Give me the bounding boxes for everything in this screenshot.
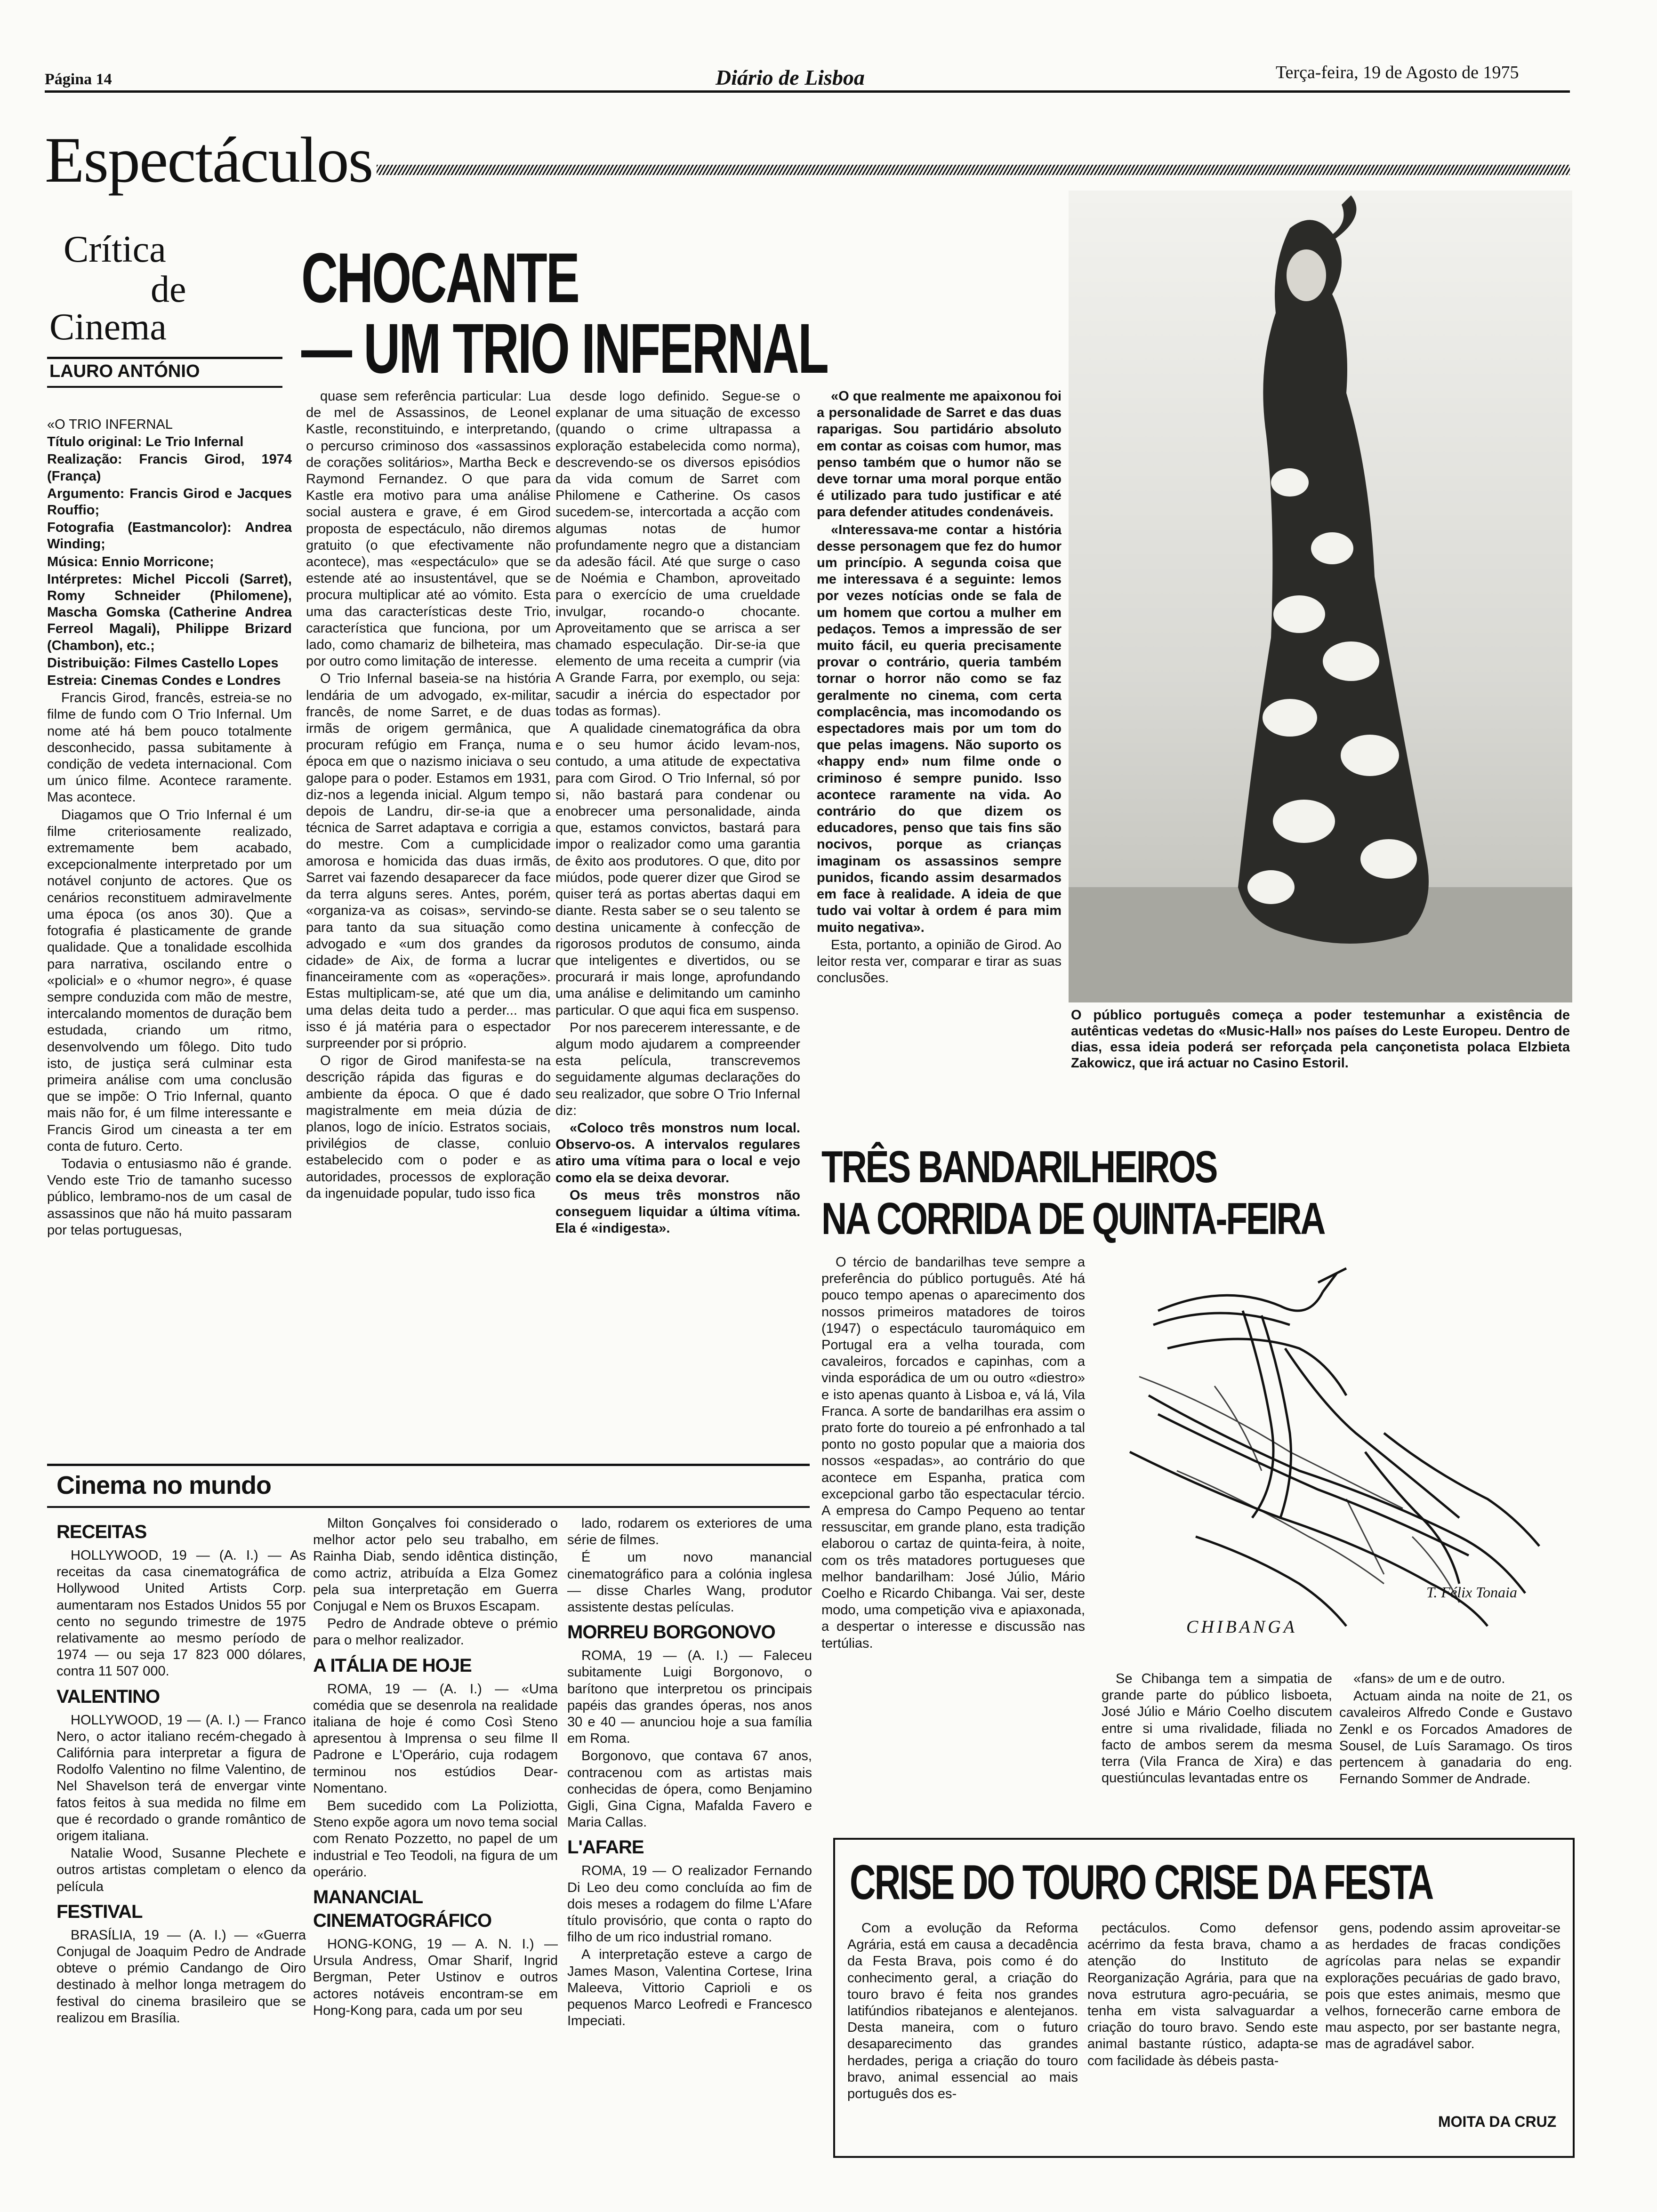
drawing-caption: CHIBANGA [1186, 1617, 1297, 1637]
subheading: MORREU BORGONOVO [567, 1622, 775, 1643]
paragraph: «Coloco três monstros num local. Observo-os. A intervalos regulares atiro uma vítima para o local e vejo como ela se deixa devorar. [555, 1120, 800, 1186]
paragraph: Se Chibanga tem a simpatia de grande parte do público lisboeta, José Júlio e Mário Coelho discutem entre si uma rivalidade, filiada no facto de ambos serem da mesma terra (Vila Franca de Xira) e das questiúnculas levantadas entre os [1102, 1671, 1332, 1786]
bandarilheiros-headline-2: NA CORRIDA DE QUINTA-FEIRA [821, 1194, 1325, 1244]
paragraph: Esta, portanto, a opinião de Girod. Ao leitor resta ver, comparar e tirar as suas conclusões. [817, 937, 1062, 986]
cinema-mundo-rule [47, 1506, 810, 1508]
critique-column-1 [47, 417, 292, 1480]
paragraph: Francis Girod, francês, estreia-se no filme de fundo com O Trio Infernal. Um nome até há bem pouco totalmente desconhecido, passa subitamente à condição de vedeta internacional. Com um único filme. Acontece raramente. Mas acontece. [47, 690, 292, 805]
bandarilheiros-column-3 [1339, 1671, 1572, 1859]
paragraph: O rigor de Girod manifesta-se na descrição rápida das figuras e do ambiente da época. O que é dado magistralmente em meia dúzia de planos, logo de início. Estratos sociais, privilégios de classe, conluio estabelecido com o poder e as autoridades, processos de exploração da ingenuidade popular, tudo isso fica [306, 1053, 551, 1201]
paragraph: ROMA, 19 — (A. I.) — Faleceu subitamente Luigi Borgonovo, o barítono que interpretou os principais papéis das grandes óperas, nos anos 30 e 40 — anunciou hoje a sua família em Roma. [567, 1648, 812, 1747]
paragraph: Por nos parecerem interessante, e de algum modo ajudarem a compreender esta película, transcrevemos seguidamente algumas declarações do seu realizador, que sobre O Trio Infernal diz: [555, 1020, 800, 1118]
subheading: VALENTINO [56, 1686, 160, 1707]
paragraph: A qualidade cinematográfica da obra e o seu humor ácido levam-nos, contudo, a uma atitude de expectativa para com Girod. O Trio Infernal, só por si, não bastará para condenar ou enobrecer uma personalidade, ainda que, estamos convictos, bastará para impor o realizador como uma garantia de êxito aos produtores. O que, dito por miúdos, pode querer dizer que Girod se quiser terá as portas abertas daqui em diante. Resta saber se o seu talento se destina unicamente à confecção de rigorosos produtos de consumo, ainda que inteligentes e divertidos, ou se procurará ir mais longe, aprofundando uma análise e delimitando um caminho particular. O que aqui fica em suspenso. [555, 721, 800, 1018]
crise-column-3: gens, podendo assim aproveitar-se as herdades de fracas condições agrícolas para nelas se expandir explorações pecuárias de gado bravo, pois que estes animais, mesmo que velhos, fornecerão carne embora de mau aspecto, por ser bastante negra, mas de agradável sabor. [1325, 1921, 1560, 2052]
singer-figure [1069, 191, 1572, 1002]
drawing-signature: T. Félix Tonaia [1426, 1584, 1517, 1601]
paragraph: Fotografia (Eastmancolor): Andrea Winding; [47, 520, 292, 552]
paragraph: «fans» de um e de outro. [1353, 1671, 1505, 1686]
paragraph: Música: Ennio Morricone; [47, 554, 214, 569]
critique-headline-line2: — UM TRIO INFERNAL [301, 309, 828, 388]
subheading: A ITÁLIA DE HOJE [313, 1655, 472, 1676]
bullfighter-drawing [1102, 1254, 1572, 1645]
paragraph: Título original: Le Trio Infernal [47, 434, 244, 450]
cinema-mundo-title: Cinema no mundo [56, 1471, 271, 1499]
paragraph: «Interessava-me contar a história desse personagem que fez do humor um princípio. A segunda coisa que me interessava é a seguinte: lemos por vezes notícias onde se fala de um homem que cortou a mulher em pedaços. Temos a impressão de ser muito fácil, eu queria precisamente provar o contrário, queria também tornar o horror não como se faz geralmente no cinema, com certa complacência, mas incomodando os espectadores mais por um tom do que pelas imagens. Não suporto os «happy end» num filme onde o criminoso é sempre punido. Isso acontece raramente na vida. Ao contrário do que dizem os educadores, penso que tais fins são nocivos, porque as crianças imaginam os assassinos sempre punidos, ficando assim desarmados em face à realidade. A ideia de que tudo vai voltar à ordem é para mim muito negativa». [817, 522, 1062, 935]
paragraph: Realização: Francis Girod, 1974 (França) [47, 452, 292, 484]
paragraph: Pedro de Andrade obteve o prémio para o melhor realizador. [313, 1616, 558, 1648]
paragraph: O Trio Infernal baseia-se na história lendária de um advogado, ex-militar, francês, de nome Sarret, e de duas irmãs de origem germânica, que procuram refúgio em França, numa época em que o nazismo iniciava o seu galope para o poder. Estamos em 1931, diz-nos a legenda inicial. Algum tempo depois de Landru, dir-se-ia que a técnica de Sarret adaptava e corrigia a do mestre. Com a cumplicidade amorosa e homicida das duas irmãs, Sarret vai fazendo desaparecer da face da terra alguns seres. Antes, porém, «organiza-va as coisas», servindo-se para tanto da sua situação como advogado e «um dos grandes da cidade» de Aix, de forma a lucrar financeiramente com as «operações». Estas multiplicam-se, até que um dia, uma delas deita tudo a perder... mas isso é já matéria para o espectador surpreender por si próprio. [306, 671, 551, 1051]
paragraph: «O que realmente me apaixonou foi a personalidade de Sarret e das duas raparigas. Sou partidário absoluto em contar as coisas com humor, mas penso também que o humor não se deve tornar uma moral porque então é utilizado para tudo justificar e até para defender atitudes condenáveis. [817, 389, 1062, 520]
paragraph: A interpretação esteve a cargo de James Mason, Valentina Cortese, Irina Maleeva, Vittorio Caprioli e os pequenos Marco Leofredi e Francesco Impeciati. [567, 1947, 812, 2029]
critique-kicker-2: de [151, 269, 186, 310]
paragraph: desde logo definido. Segue-se o explanar de uma situação de excesso (quando o crime ultrapassa a exploração estabelecida como norma), descrevendo-se os diversos episódios da vida comum de Sarret com Philomene e Catherine. Os casos sucedem-se, intercortada a acção com algumas notas de humor profundamente negro que a distanciam da adesão fácil. Até que surge o caso de Noémia e Chambon, aproveitado para o exercício de uma crueldade invulgar, rocando-o chocante. Aproveitamento que se arrisca a ser chamado especulação. Dir-se-ia que elemento de uma receita a cumprir (via A Grande Farra, por exemplo, ou seja: sacudir a inércia do espectador por todas as formas). [555, 389, 800, 719]
paragraph: O tércio de bandarilhas teve sempre a preferência do público português. Até há pouco tempo apenas o aparecimento dos nossos primeiros matadores de toiros (1947) o espectáculo tauromáquico em Portugal era a velha tourada, com cavaleiros, forcados e capinhas, com a vinda esporádica de um ou outro «diestro» e isto apenas quanto à Lisboa e, vá lá, Vila Franca. A sorte de bandarilhas era assim o prato forte do toureio a pé enfronhado a tal ponto no gosto popular que a maioria dos nossos «espadas», ao contrário do que acontece em Espanha, pratica com excepcional garbo tão espectacular tércio. A empresa do Campo Pequeno ao tentar ressuscitar, em grande plano, esta tradição elaborou o cartaz de quinta-feira, à noite, com os três matadores portugueses que melhor bandarilham: José Júlio, Mário Coelho e Ricardo Chibanga. Vai ser, deste modo, uma competição viva e apiaxonada, a despertar o interesse e discussão nas tertúlias. [821, 1255, 1085, 1651]
photo-caption: O público português começa a poder testemunhar a existência de autênticas vedetas do «Music-Hall» nos países do Leste Europeu. Dentro de dias, essa ideia poderá ser reforçada pela cançonetista polaca Elzbieta Zakowicz, que irá actuar no Casino Estoril. [1071, 1008, 1570, 1071]
cinema-mundo-column-1 [56, 1515, 306, 2165]
paragraph: É um novo manancial cinematográfico para a colónia inglesa — disse Charles Wang, produtor assistente destas películas. [567, 1550, 812, 1615]
section-title: Espectáculos [45, 124, 373, 196]
critique-column-4 [817, 388, 1062, 1132]
section-title-hatch [377, 165, 1570, 175]
bandarilheiros-column-2 [1102, 1671, 1332, 1859]
cinema-mundo-column-3 [567, 1515, 812, 2165]
critique-column-2 [306, 388, 551, 1480]
cinema-mundo-top-rule [47, 1464, 810, 1466]
crise-author: MOITA DA CRUZ [1438, 2113, 1557, 2130]
paragraph: Actuam ainda na noite de 21, os cavaleiros Alfredo Conde e Gustavo Zenkl e os Forcados Amadores de Sousel, de Luís Saramago. Os tiros pertencem à ganadaria do eng. Fernando Sommer de Andrade. [1339, 1689, 1572, 1787]
paragraph: BRASÍLIA, 19 — (A. I.) — «Guerra Conjugal de Joaquim Pedro de Andrade obteve o prémio Candango de Oiro destinado à melhor longa metragem do festival do cinema brasileiro que se realizou em Brasília. [56, 1927, 306, 2026]
crise-column-2: pectáculos. Como defensor acérrimo da festa brava, chamo a atenção do Instituto de Reorganização Agrária, para que na nova estrutura agro-pecuária, se tenha em vista salvaguardar a criação do touro bravo. Sendo este animal bastante rústico, adapta-se com facilidade às débeis pasta- [1087, 1921, 1318, 2068]
paragraph: Bem sucedido com La Poliziotta, Steno expõe agora um novo tema social com Renato Pozzetto, no papel de um industrial e Teo Teodoli, na figura de um operário. [313, 1798, 558, 1880]
cinema-mundo-column-2 [313, 1515, 558, 2165]
paragraph: Diagamos que O Trio Infernal é um filme criteriosamente realizado, extremamente bem acabado, excepcionalmente interpretado por um notável conjunto de actores. Que os cenários reconstituem admiravelmente uma época (os anos 30). Que a fotografia é plasticamente de grande qualidade. Que a tonalidade escolhida para narrativa, oscilando entre o «policial» e o «humor negro», é quase sempre conduzida com mão de mestre, intercalando momentos de duração bem estudada, criando um ritmo, desenvolvendo um fôlego. Dito tudo isto, de justiça será culminar esta primeira análise com uma conclusão que se impõe: O Trio Infernal, quanto mais não for, é um filme interessante e Francis Girod um cineasta a ter em conta de futuro. Certo. [47, 807, 292, 1154]
paragraph: «O TRIO INFERNAL [47, 417, 173, 432]
masthead: Diário de Lisboa [716, 65, 865, 89]
bandarilheiros-headline-1: TRÊS BANDARILHEIROS [821, 1142, 1217, 1192]
paragraph: Intérpretes: Michel Piccoli (Sarret), Romy Schneider (Philomene), Mascha Gomska (Catherine Andrea Ferreol Magali), Philippe Brizard (Chambon), etc.; [47, 571, 292, 653]
paragraph: lado, rodarem os exteriores de uma série de filmes. [567, 1516, 812, 1548]
paragraph: Borgonovo, que contava 67 anos, contracenou com as artistas mais conhecidas de ópera, como Benjamino Gigli, Gina Cigna, Mafalda Favero e Maria Callas. [567, 1748, 812, 1830]
paragraph: quase sem referência particular: Lua de mel de Assassinos, de Leonel Kastle, reconstituindo, e interpretando, o percurso criminoso dos «assassinos de corações solitários», Martha Beck e Raymond Fernandez. O que para Kastle era motivo para uma análise social austera e grave, é em Girod proposta de espectáculo, não diremos gratuito (o que efectivamente não acontece), mas «espectáculo» que se estende até ao insustentável, que se procura multiplicar até ao vómito. Esta uma das características deste Trio, característica que funciona, por um lado, como chamariz de bilheteira, mas por outro como limitação de interesse. [306, 389, 551, 669]
subheading: L'AFARE [567, 1837, 644, 1858]
paragraph: Milton Gonçalves foi considerado o melhor actor pelo seu trabalho, em Rainha Diab, sendo idêntica distinção, como actriz, atribuída a Elza Gomez pela sua interpretação em Guerra Conjugal e Nem os Bruxos Escapam. [313, 1516, 558, 1614]
paragraph: HOLLYWOOD, 19 — (A. I.) — As receitas da casa cinematográfica de Hollywood United Artists Corp. aumentaram nos Estados Unidos 55 por cento no segundo trimestre de 1975 relativamente ao mesmo período de 1974 — ou seja 17 823 000 dólares, contra 11 507 000. [56, 1548, 306, 1679]
kicker-rule [47, 357, 282, 359]
header-rule [45, 90, 1570, 93]
paragraph: Distribuição: Filmes Castello Lopes [47, 655, 279, 671]
critique-author: LAURO ANTÓNIO [49, 361, 200, 381]
paragraph: ROMA, 19 — O realizador Fernando Di Leo deu como concluída ao fim de dois meses a rodagem do filme L'Afare título provisório, que conta o rapto do filho de um rico industrial romano. [567, 1863, 812, 1945]
paragraph: HONG-KONG, 19 — A. N. I.) — Ursula Andress, Omar Sharif, Ingrid Bergman, Peter Ustinov e outros actores notáveis encontram-se em Hong-Kong para, cada um por seu [313, 1937, 558, 2018]
paragraph: HOLLYWOOD, 19 — (A. I.) — Franco Nero, o actor italiano recém-chegado à Califórnia para interpretar a figura de Rodolfo Valentino no filme Valentino, de Nel Shavelson terá de envergar vinte fatos feitos à sua medida no filme em que é recordado o grande romântico de origem italiana. [56, 1712, 306, 1844]
issue-date: Terça-feira, 19 de Agosto de 1975 [1276, 63, 1519, 82]
singer-photo [1069, 191, 1572, 1002]
subheading: MANANCIAL CINEMATOGRÁFICO [313, 1887, 492, 1931]
crise-headline: CRISE DO TOURO CRISE DA FESTA [850, 1855, 1433, 1910]
critique-kicker-1: Crítica [64, 229, 166, 270]
critique-column-3 [555, 388, 800, 1452]
page-number: Página 14 [45, 71, 112, 88]
paragraph: Natalie Wood, Susanne Plechete e outros artistas completam o elenco da película [56, 1846, 306, 1894]
paragraph: ROMA, 19 — (A. I.) — «Uma comédia que se desenrola na realidade italiana de hoje é como Così Steno apresentou à Imprensa o seu filme Il Padrone e L'Operário, cuja rodagem terminou nos estúdios Dear-Nomentano. [313, 1681, 558, 1796]
critique-kicker-3: Cinema [49, 306, 167, 348]
subheading: FESTIVAL [56, 1901, 143, 1922]
crise-column-1: Com a evolução da Reforma Agrária, está em causa a decadência da Festa Brava, pois como é do conhecimento geral, a criação do touro bravo é feita nos grandes latifúndios ribatejanos e alentejanos. Desta maneira, com o futuro desaparecimento das grandes herdades, periga a criação do touro bravo, animal essencial ao mais português dos es- [847, 1921, 1078, 2102]
critique-headline-line1: CHOCANTE [301, 238, 579, 317]
subheading: RECEITAS [56, 1522, 147, 1542]
paragraph: Argumento: Francis Girod e Jacques Rouffio; [47, 486, 292, 518]
paragraph: Os meus três monstros não conseguem liquidar a última vítima. Ela é «indigesta». [555, 1187, 800, 1236]
paragraph: Estreia: Cinemas Condes e Londres [47, 673, 281, 689]
paragraph: Todavia o entusiasmo não é grande. Vendo este Trio de tamanho sucesso público, lembramo-nos de um casal de assassinos que não há muito passaram por telas portuguesas, [47, 1156, 292, 1238]
author-rule [47, 386, 282, 388]
